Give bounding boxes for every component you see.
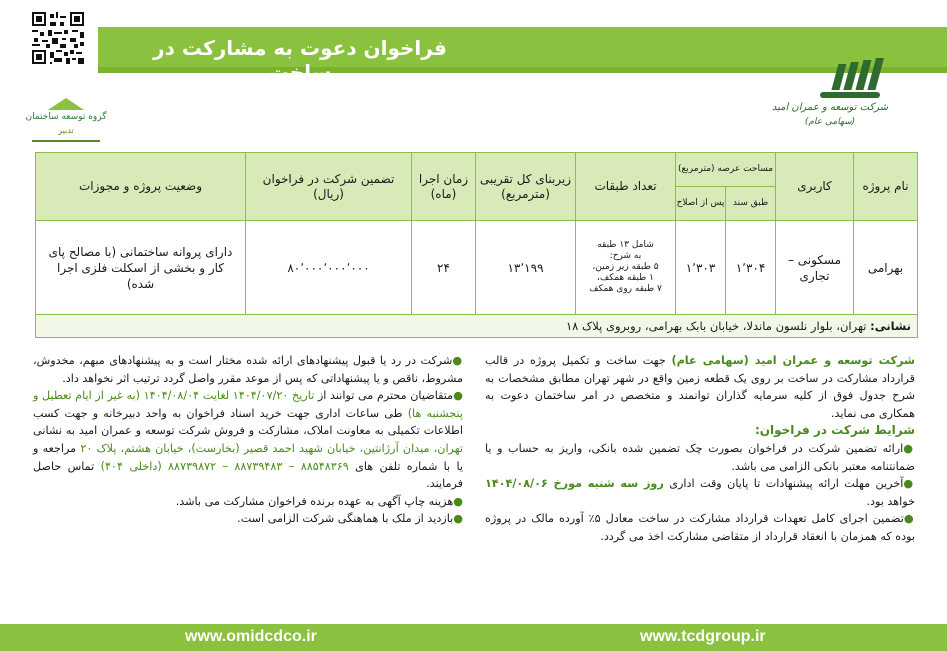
cell-project-name: بهرامی <box>854 221 918 315</box>
header-usage: کاربری <box>776 153 854 221</box>
bullet-icon: ● <box>903 512 915 526</box>
bullet-icon: ● <box>903 477 915 491</box>
header <box>0 0 947 150</box>
header-built-area: زیربنای کل تقریبی (مترمربع) <box>476 153 576 221</box>
condition-item <box>485 510 915 545</box>
condition-item <box>485 440 915 475</box>
floors-line: ۱ طبقه همکف، <box>597 273 654 283</box>
address-cell <box>36 315 918 338</box>
body-right-column <box>485 352 915 546</box>
address-label: نشانی: <box>870 319 911 333</box>
bullet-icon: ● <box>453 494 463 508</box>
floors-line: ۷ طبقه روی همکف <box>589 284 662 294</box>
cell-area-deed: ۱٬۳۰۴ <box>726 221 776 315</box>
conditions-title: شرایط شرکت در فراخوان: <box>754 423 915 438</box>
header-floors: تعداد طبقات <box>576 153 676 221</box>
address-text: تهران، بلوار نلسون ماندلا، خیابان بابک بهرامی، روبروی پلاک ۱۸ <box>565 319 867 333</box>
header-status: وضعیت پروژه و مجوزات <box>36 153 246 221</box>
project-table <box>35 152 918 338</box>
office-address: تهران، میدان آرژانتین، خیابان شهید احمد قصیر (بخارست)، خیابان هشتم، پلاک ۲۰ <box>80 441 464 455</box>
project-table-wrapper <box>35 152 917 338</box>
website-link-tcdgroup[interactable]: www.tcdgroup.ir <box>640 628 766 645</box>
cell-floors <box>576 221 676 315</box>
floors-line: شامل ۱۳ طبقه <box>597 240 654 250</box>
terms-text: مراجعه و یا با شماره تلفن های <box>33 441 464 473</box>
terms-text: هزینه چاپ آگهی به عهده برنده فراخوان مشارکت می باشد. <box>175 494 454 508</box>
table-row <box>36 221 918 315</box>
website-link-omidcdco[interactable]: www.omidcdco.ir <box>185 628 317 645</box>
address-row <box>36 315 918 338</box>
bullet-icon: ● <box>453 389 463 403</box>
cell-usage: مسکونی – تجاری <box>776 221 854 315</box>
terms-text: شرکت در رد یا قبول پیشنهادهای ارائه شده مختار است و به پیشنهادهای مبهم، مخدوش، مشروط، ناقص و یا پیشنهاداتی که پس از موعد مقرر واصل گردد ترتیب اثر نخواهد داد. <box>33 354 463 385</box>
omid-company-name: شرکت توسعه و عمران امید <box>771 102 889 113</box>
terms-item <box>33 510 463 528</box>
intro-company: شرکت توسعه و عمران امید (سهامی عام) <box>671 354 915 367</box>
floors-line: به شرح: <box>609 251 642 261</box>
cell-status: دارای پروانه ساختمانی (با مصالح پای کار و بخشی از اسکلت فلزی اجرا شده) <box>36 221 246 315</box>
condition-item <box>485 475 915 510</box>
omid-company-sub: (سهامی عام) <box>804 117 856 127</box>
floors-line: ۵ طبقه زیر زمین، <box>592 262 659 272</box>
condition-text: تضمین اجرای کامل تعهدات قرارداد مشارکت در ساخت معادل ۵٪ آورده مالک در پروژه بوده که همزمان با انعقاد قرارداد از متقاضی مشارکت اخذ می گردد. <box>485 512 915 543</box>
terms-text: بازدید از ملک با هماهنگی شرکت الزامی است. <box>237 512 454 526</box>
tadbir-group-sub: تدبیر <box>58 126 74 135</box>
terms-item <box>33 387 463 493</box>
bullet-icon: ● <box>452 354 464 367</box>
cell-guarantee: ۸۰٬۰۰۰٬۰۰۰٬۰۰۰ <box>246 221 412 315</box>
tadbir-group-logo <box>22 98 110 148</box>
bullet-icon: ● <box>453 512 463 526</box>
cell-built-area: ۱۳٬۱۹۹ <box>476 221 576 315</box>
bullet-icon: ● <box>903 441 916 455</box>
purchase-dates: تاریخ ۱۴۰۴/۰۷/۲۰ لغایت ۱۴۰۴/۰۸/۰۴ (به غیر از ایام تعطیل و پنجشنبه ها) <box>33 389 463 420</box>
phone-numbers: ۸۸۵۴۸۳۶۹ – ۸۸۷۳۹۴۸۳ – ۸۸۷۳۹۸۷۲ (داخلی ۴۰۴) <box>100 459 349 473</box>
footer <box>0 624 947 651</box>
body-left-column <box>33 352 463 528</box>
deadline-date: روز سه شنبه مورخ ۱۴۰۴/۰۸/۰۶ <box>485 477 664 491</box>
terms-item <box>33 352 463 387</box>
header-area-after: پس از اصلاح <box>676 187 726 221</box>
terms-text: طی ساعات اداری جهت خرید اسناد فراخوان به واحد دبیرخانه و جهت کسب اطلاعات تکمیلی به معاونت املاک، مشارکت و فروش شرکت توسعه و عمران امید به نشانی <box>33 406 463 438</box>
condition-text: خواهد بود. <box>866 494 915 508</box>
header-duration: زمان اجرا (ماه) <box>412 153 476 221</box>
page-title: فراخوان دعوت به مشارکت در ساخت <box>153 36 447 84</box>
condition-text: ارائه تضمین شرکت در فراخوان بصورت چک تضمین شده بانکی، واریز به حساب و یا ضمانتنامه معتبر بانکی الزامی می باشد. <box>485 441 915 473</box>
terms-item <box>33 493 463 511</box>
intro-text: جهت ساخت و تکمیل پروژه در قالب قرارداد مشارکت در ساخت بر روی یک قطعه زمین واقع در شهر تهران مطابق مشخصات به شرح جدول فوق از کلیه سرمایه گذاران توانمند و متخصص در امر ساختمان دعوت به همکاری می نماید. <box>485 354 915 420</box>
terms-text: تماس حاصل فرمایند. <box>33 459 463 491</box>
intro-paragraph <box>485 352 915 422</box>
header-area: مساحت عرصه (مترمربع) <box>676 153 776 187</box>
cell-area-after: ۱٬۳۰۳ <box>676 221 726 315</box>
header-area-deed: طبق سند <box>726 187 776 221</box>
cell-duration: ۲۴ <box>412 221 476 315</box>
header-project-name: نام پروژه <box>854 153 918 221</box>
tadbir-group-name: گروه توسعه ساختمان <box>25 112 107 122</box>
header-guarantee: تضمین شرکت در فراخوان (ریال) <box>246 153 412 221</box>
condition-text: آخرین مهلت ارائه پیشنهادات تا پایان وقت اداری <box>663 477 904 491</box>
terms-text: متقاضیان محترم می توانند از <box>314 389 454 403</box>
